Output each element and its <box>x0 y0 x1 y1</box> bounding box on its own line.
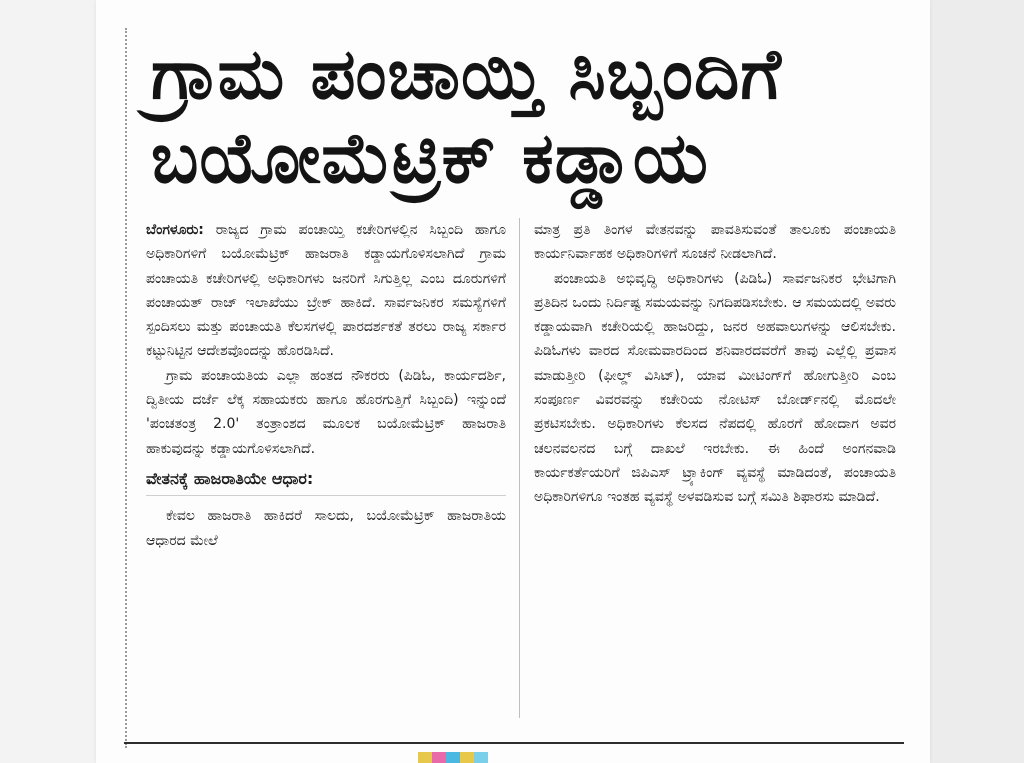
color-swatch <box>474 752 488 763</box>
article-paragraph: ಕೇವಲ ಹಾಜರಾತಿ ಹಾಕಿದರೆ ಸಾಲದು, ಬಯೋಮೆಟ್ರಿಕ್ ಹಾಜರಾತಿಯ ಆಧಾರದ ಮೇಲೆ <box>146 508 506 549</box>
headline-line-2: ಬಯೋಮೆಟ್ರಿಕ್ ಕಡ್ಡಾಯ <box>151 117 709 199</box>
bottom-rule <box>124 742 904 744</box>
article-paragraph <box>146 218 506 364</box>
article-headline <box>151 32 891 200</box>
color-swatch <box>432 752 446 763</box>
paragraph-text: ರಾಜ್ಯದ ಗ್ರಾಮ ಪಂಚಾಯ್ತಿ ಕಚೇರಿಗಳಲ್ಲಿನ ಸಿಬ್ಬಂದಿ ಹಾಗೂ ಅಧಿಕಾರಿಗಳಿಗೆ ಬಯೋಮೆಟ್ರಿಕ್ ಹಾಜರಾತಿ ಕಡ್ಡಾಯಗೊಳಿಸಲಾಗಿದೆ ಗ್ರಾಮ ಪಂಚಾಯತಿ ಕಚೇರಿಗಳಲ್ಲಿ ಅಧಿಕಾರಿಗಳು ಜನರಿಗೆ ಸಿಗುತ್ತಿಲ್ಲ ಎಂಬ ದೂರುಗಳಿಗೆ ಪಂಚಾಯತ್ ರಾಜ್ ಇಲಾಖೆಯು ಬ್ರೇಕ್ ಹಾಕಿದೆ. ಸಾರ್ವಜನಿಕರ ಸಮಸ್ಯೆಗಳಿಗೆ ಸ್ಪಂದಿಸಲು ಮತ್ತು ಪಂಚಾಯತಿ ಕೆಲಸಗಳಲ್ಲಿ ಪಾರದರ್ಶಕತೆ ತರಲು ರಾಜ್ಯ ಸರ್ಕಾರ ಕಟ್ಟುನಿಟ್ಟಿನ ಆದೇಶವೊಂದನ್ನು ಹೊರಡಿಸಿದೆ. <box>146 222 506 360</box>
right-margin-background <box>930 0 1024 763</box>
dotted-cut-line <box>125 28 127 748</box>
color-swatch <box>446 752 460 763</box>
article-paragraph: ಗ್ರಾಮ ಪಂಚಾಯತಿಯ ಎಲ್ಲಾ ಹಂತದ ನೌಕರರು (ಪಿಡಿಓ, ಕಾರ್ಯದರ್ಶಿ, ದ್ವಿತೀಯ ದರ್ಜೆ ಲೆಕ್ಕ ಸಹಾಯಕರು ಹಾಗೂ ಹೊರಗುತ್ತಿಗೆ ಸಿಬ್ಬಂದಿ) ಇನ್ನುಂದೆ 'ಪಂಚತಂತ್ರ 2.0' ತಂತ್ರಾಂಶದ ಮೂಲಕ ಬಯೋಮೆಟ್ರಿಕ್ ಹಾಜರಾತಿ ಹಾಕುವುದನ್ನು ಕಡ್ಡಾಯಗೊಳಿಸಲಾಗಿದೆ. <box>146 367 506 457</box>
newspaper-clipping <box>96 0 930 763</box>
color-swatch <box>460 752 474 763</box>
article-column-left <box>146 218 506 553</box>
headline-line-1: ಗ್ರಾಮ ಪಂಚಾಯ್ತಿ ಸಿಬ್ಬಂದಿಗೆ <box>151 33 782 115</box>
article-paragraph: ಪಂಚಾಯತಿ ಅಭಿವೃದ್ಧಿ ಅಧಿಕಾರಿಗಳು (ಪಿಡಿಓ) ಸಾರ್ವಜನಿಕರ ಭೇಟಿಗಾಗಿ ಪ್ರತಿದಿನ ಒಂದು ನಿರ್ದಿಷ್ಟ ಸಮಯವನ್ನು ನಿಗದಿಪಡಿಸಬೇಕು. ಆ ಸಮಯದಲ್ಲಿ ಅವರು ಕಡ್ಡಾಯವಾಗಿ ಕಚೇರಿಯಲ್ಲಿ ಹಾಜರಿದ್ದು, ಜನರ ಅಹವಾಲುಗಳನ್ನು ಆಲಿಸಬೇಕು. ಪಿಡಿಓಗಳು ವಾರದ ಸೋಮವಾರದಿಂದ ಶನಿವಾರದವರೆಗೆ ತಾವು ಎಲ್ಲೆಲ್ಲಿ ಪ್ರವಾಸ ಮಾಡುತ್ತೀರಿ (ಫೀಲ್ಡ್ ವಿಸಿಟ್), ಯಾವ ಮೀಟಿಂಗ್‌ಗೆ ಹೋಗುತ್ತೀರಿ ಎಂಬ ಸಂಪೂರ್ಣ ವಿವರವನ್ನು ಕಚೇರಿಯ ನೋಟಿಸ್ ಬೋರ್ಡ್‌ನಲ್ಲಿ ಮೊದಲೇ ಪ್ರಕಟಿಸಬೇಕು. ಅಧಿಕಾರಿಗಳು ಕೆಲಸದ ನೆಪದಲ್ಲಿ ಹೊರಗೆ ಹೋದಾಗ ಅವರ ಚಲನವಲನದ ಬಗ್ಗೆ ದಾಖಲೆ ಇರಬೇಕು. ಈ ಹಿಂದೆ ಅಂಗನವಾಡಿ ಕಾರ್ಯಕರ್ತೆಯರಿಗೆ ಜಿಪಿಎಸ್ ಟ್ರ್ಯಾಕಿಂಗ್ ವ್ಯವಸ್ಥೆ ಮಾಡಿದಂತೆ, ಪಂಚಾಯತಿ ಅಧಿಕಾರಿಗಳಿಗೂ ಇಂತಹ ವ್ಯವಸ್ಥೆ ಅಳವಡಿಸುವ ಬಗ್ಗೆ ಸಮಿತಿ ಶಿಫಾರಸು ಮಾಡಿದೆ. <box>534 270 896 506</box>
article-paragraph: ಮಾತ್ರ ಪ್ರತಿ ತಿಂಗಳ ವೇತನವನ್ನು ಪಾವತಿಸುವಂತೆ ತಾಲೂಕು ಪಂಚಾಯತಿ ಕಾರ್ಯನಿರ್ವಾಹಕ ಅಧಿಕಾರಿಗಳಿಗೆ ಸೂಚನೆ ನೀಡಲಾಗಿದೆ. <box>534 222 896 263</box>
color-swatch <box>418 752 432 763</box>
column-divider <box>519 218 520 718</box>
article-column-right <box>534 218 896 510</box>
left-margin-background <box>0 0 96 763</box>
article-subheading: ವೇತನಕ್ಕೆ ಹಾಜರಾತಿಯೇ ಆಧಾರ: <box>146 467 506 496</box>
print-color-registration-strip <box>418 752 488 763</box>
dateline: ಬೆಂಗಳೂರು: <box>146 222 204 238</box>
